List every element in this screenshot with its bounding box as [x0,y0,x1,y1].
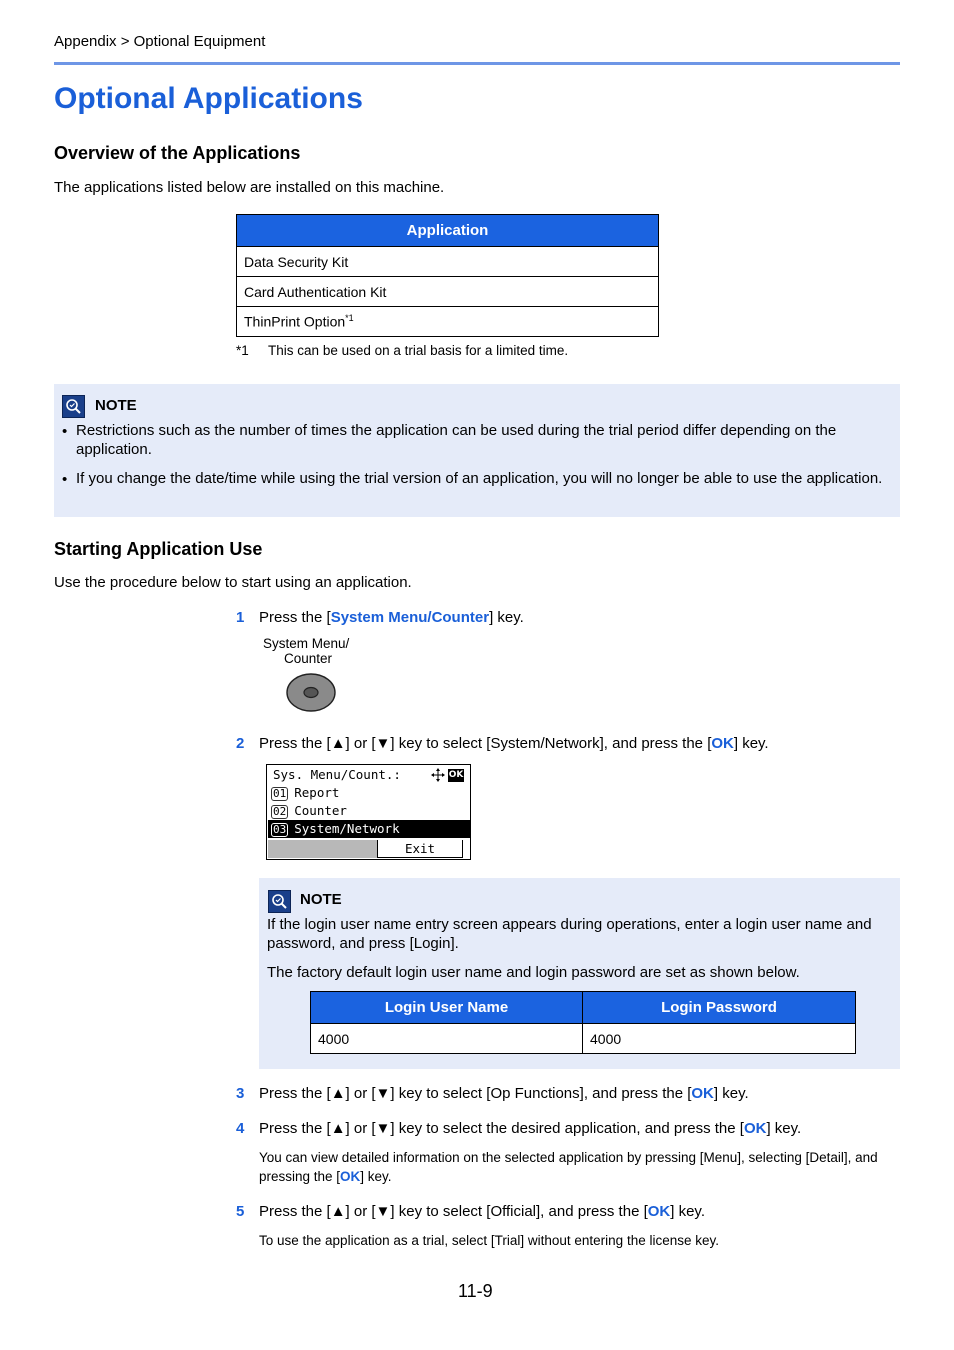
ok-key-ref: OK [647,1203,671,1220]
login-password-value: 4000 [583,1024,856,1054]
login-user-name-header: Login User Name [311,992,583,1024]
login-defaults-table [310,991,856,1054]
note-box-1 [54,384,900,517]
lcd-screen [266,764,471,860]
note-icon [268,890,291,913]
login-user-name-value: 4000 [311,1024,583,1054]
step-4-detail: You can view detailed information on the selected application by pressing [Menu], selecting [Detail], and pressing the [OK] key. [259,1150,878,1184]
breadcrumb: Appendix > Optional Equipment [54,33,266,50]
lcd-title: Sys. Menu/Count.: [273,767,401,782]
ok-key-ref: OK [743,1120,767,1137]
note-bullet-1: Restrictions such as the number of times the application can be used during the trial period differ depending on the application. [76,422,837,458]
note-bullet-marker: • [62,471,68,488]
step-3-number: 3 [236,1085,245,1102]
lcd-menu-item[interactable]: 01 Report [273,785,340,800]
step-4-text: Press the [▲] or [▼] key to select the desired application, and press the [OK] key. [259,1120,802,1137]
system-menu-key-label: System Menu/ Counter [263,636,350,666]
ok-indicator: OK [448,770,464,780]
note-icon [62,395,85,418]
header-rule [54,62,900,65]
step-1-number: 1 [236,609,245,626]
step-5-number: 5 [236,1203,245,1220]
step-2-number: 2 [236,735,245,752]
application-row-1: Data Security Kit [237,247,659,277]
ok-key-ref: OK [691,1085,714,1102]
step-1-text: Press the [System Menu/Counter] key. [259,609,524,626]
ok-key-ref: OK [711,735,734,752]
overview-intro: The applications listed below are installed on this machine. [54,179,445,196]
note-paragraph-2: The factory default login user name and login password are set as shown below. [267,964,800,981]
page-number: 11-9 [458,1281,493,1301]
footnote-ref: *1 [345,313,354,324]
starting-intro: Use the procedure below to start using an application. [54,574,412,591]
footnote-mark: *1 [236,343,249,358]
lcd-softkey-bar [268,840,378,858]
note-bullet-2: If you change the date/time while using the trial version of an application, you will no longer be able to use the application. [76,470,883,487]
exit-softkey[interactable]: Exit [377,840,463,858]
application-row-2: Card Authentication Kit [237,277,659,307]
navigation-arrows-icon [431,768,445,782]
footnote [236,343,568,358]
application-row-3-label: ThinPrint Option [244,313,346,330]
note-paragraph-1: If the login user name entry screen appears during operations, enter a login user name and password, and press [Login]. [267,916,872,952]
footnote-text: This can be used on a trial basis for a limited time. [268,343,569,358]
page-title: Optional Applications [54,82,363,115]
ok-key-ref: OK [340,1169,361,1184]
step-3-text: Press the [▲] or [▼] key to select [Op Functions], and press the [OK] key. [259,1085,749,1102]
applications-table [236,214,659,337]
login-password-header: Login Password [583,992,856,1024]
note-bullet-marker: • [62,423,68,440]
overview-heading: Overview of the Applications [54,143,301,163]
step-2-text: Press the [▲] or [▼] key to select [System/Network], and press the [OK] key. [259,735,769,752]
application-row-3 [237,307,659,337]
note-label: NOTE [95,397,137,414]
lcd-menu-item[interactable]: 02 Counter [273,803,347,818]
step-5-text: Press the [▲] or [▼] key to select [Official], and press the [OK] key. [259,1203,705,1220]
starting-heading: Starting Application Use [54,539,263,559]
step-4-number: 4 [236,1120,245,1137]
system-menu-counter-button[interactable] [286,673,336,712]
lcd-menu-item-selected[interactable]: 03 System/Network [268,820,470,838]
system-menu-counter-key-ref: System Menu/Counter [330,609,490,626]
applications-table-header: Application [237,215,659,247]
step-5-detail: To use the application as a trial, select [Trial] without entering the license key. [259,1233,719,1248]
note-label: NOTE [300,891,342,908]
